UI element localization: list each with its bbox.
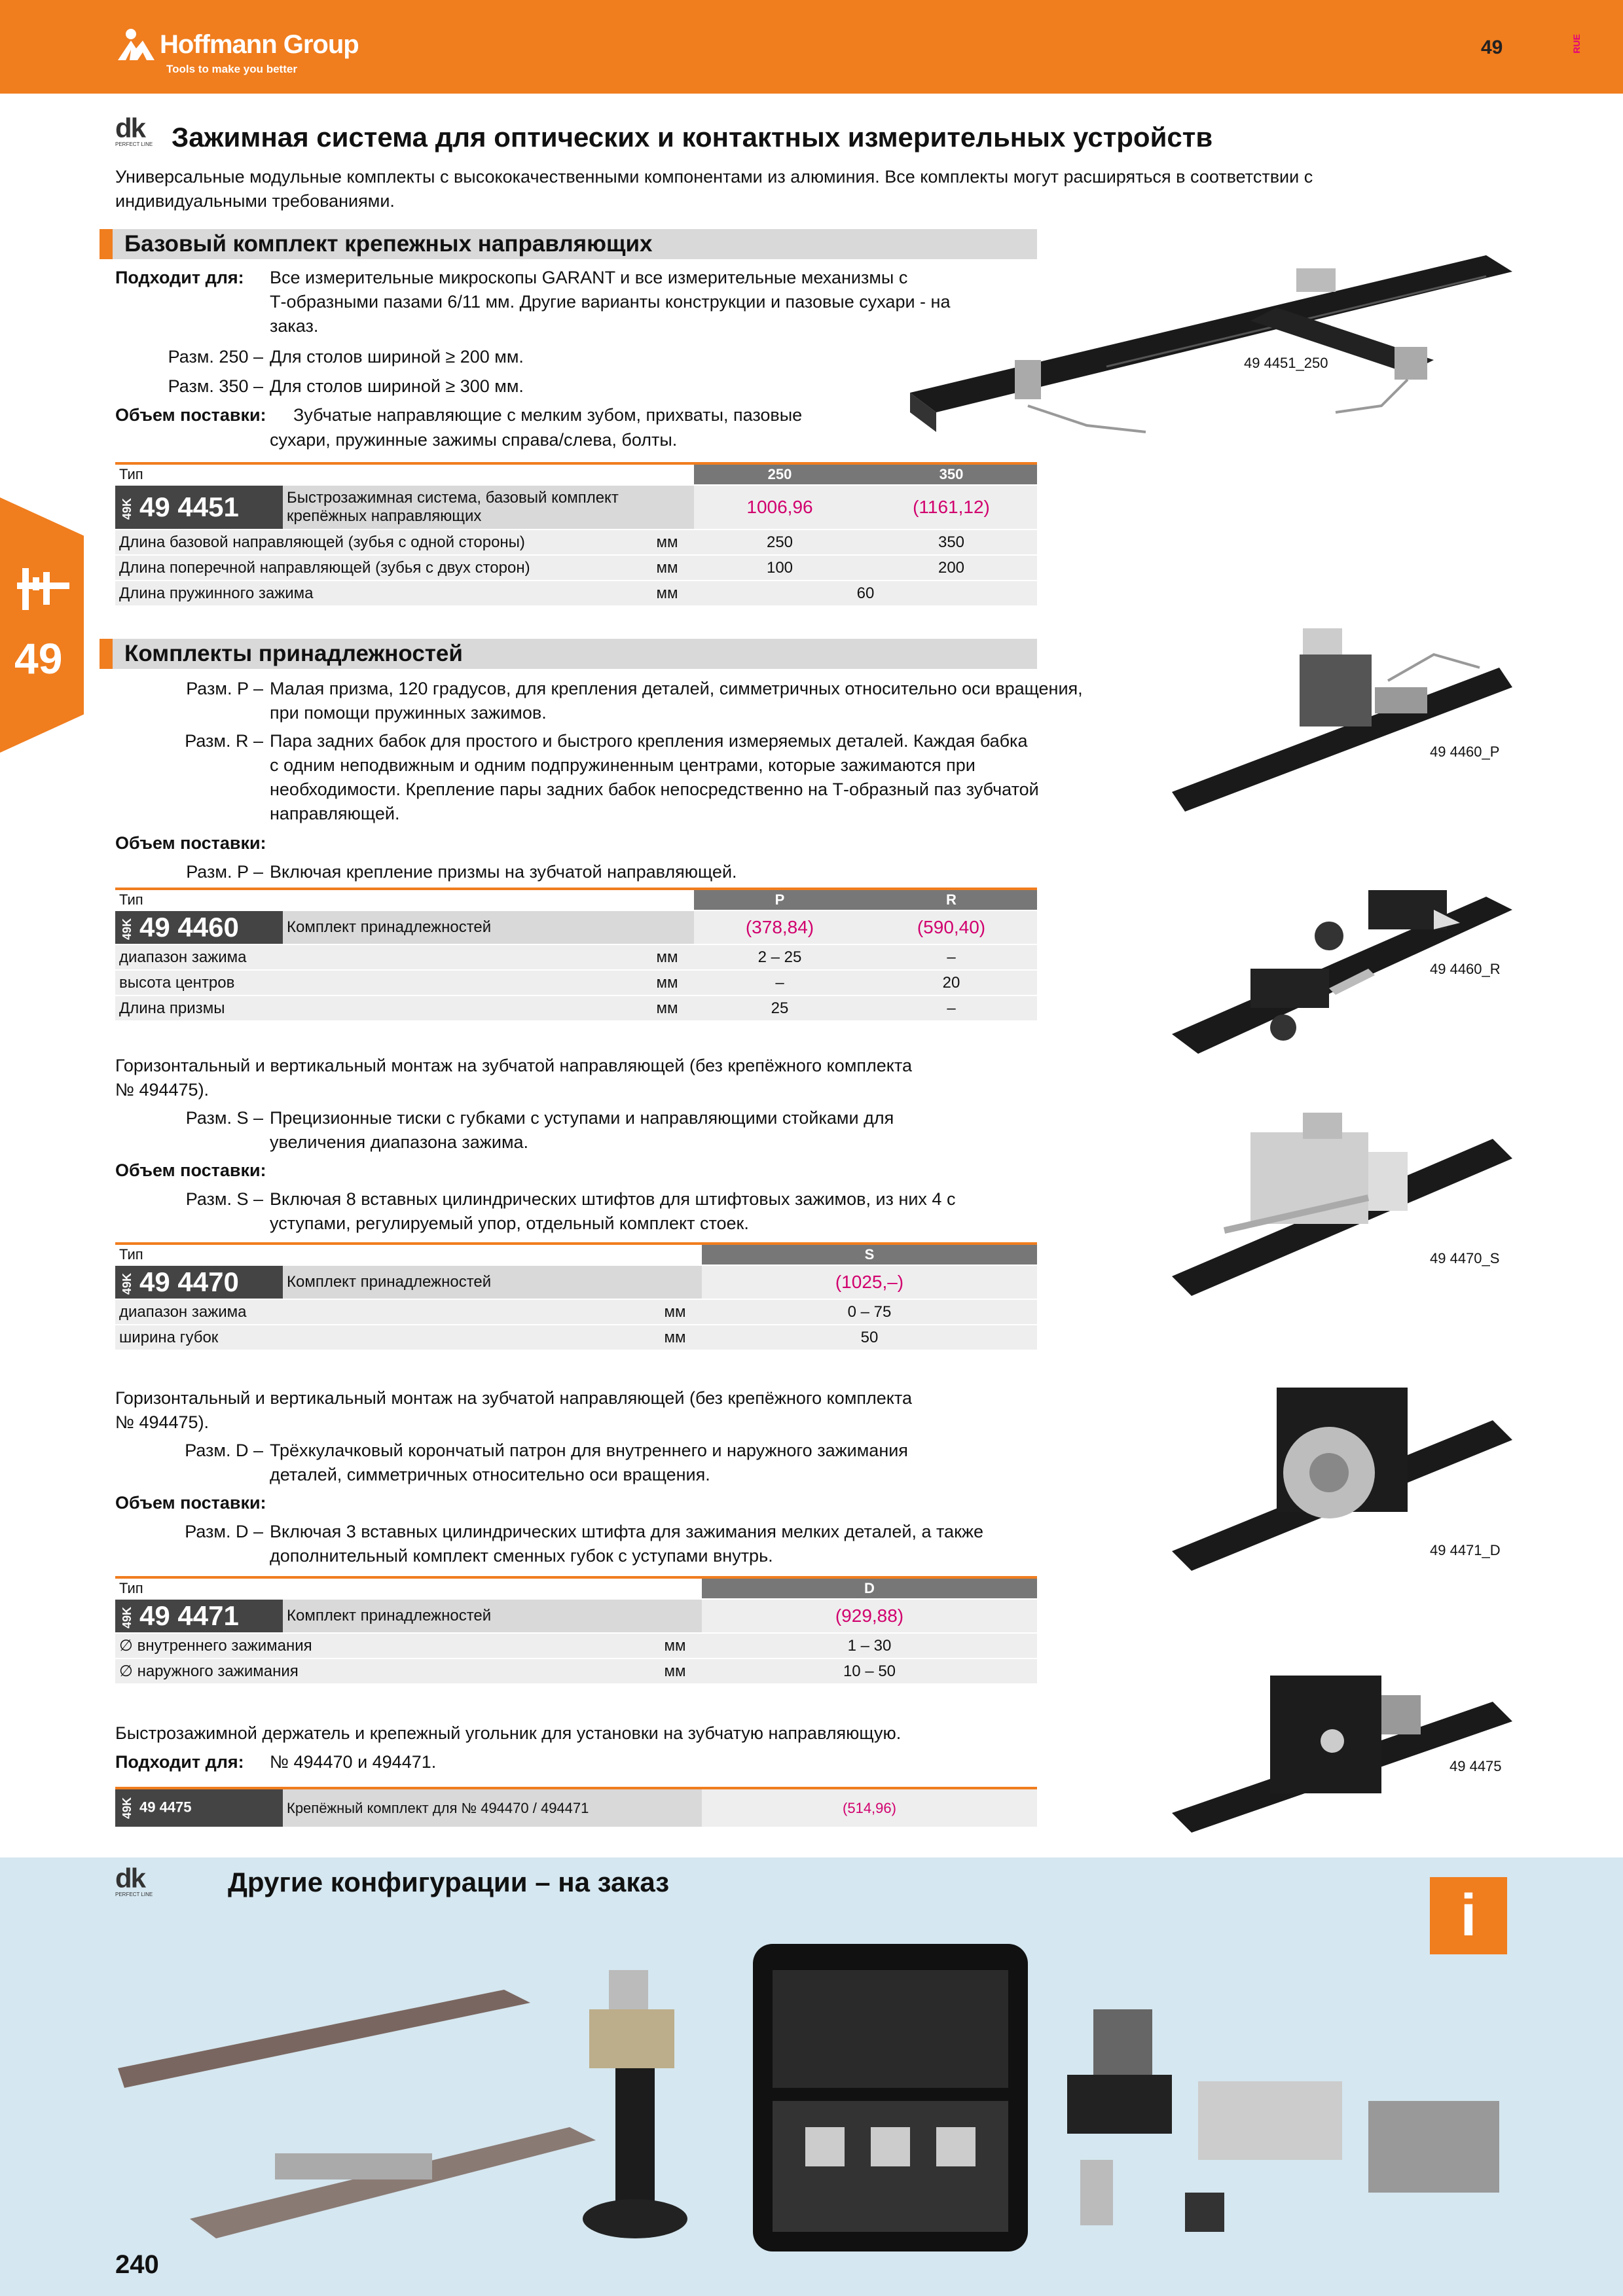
spec-table-494471 — [115, 1576, 1037, 1685]
size-text: с одним неподвижным и одним подпружиненным центрами, которые зажимаются при — [270, 755, 976, 775]
row-label: ширина губок — [115, 1325, 648, 1350]
scope-text: Включая крепление призмы на зубчатой направляющей. — [270, 862, 737, 882]
scope-text: Зубчатые направляющие с мелким зубом, прихваты, пазовые — [293, 405, 803, 425]
row-value: 1 – 30 — [702, 1633, 1037, 1659]
row-value: 250 — [694, 529, 866, 555]
fits-text: Т-образными пазами 6/11 мм. Другие варианты конструкции и пазовые сухари - на — [270, 292, 951, 312]
article-code: 49 4471 — [139, 1600, 239, 1631]
spec-table-494470 — [115, 1242, 1037, 1351]
col-header: 250 — [694, 463, 866, 485]
col-header: D — [702, 1577, 1037, 1599]
product-image-494460-p — [1172, 615, 1512, 825]
image-caption: 49 4460_R — [1430, 961, 1501, 977]
chapter-side-tab — [0, 497, 84, 753]
mount-text: Горизонтальный и вертикальный монтаж на зубчатой направляющей (без крепёжного комплекта — [115, 1388, 912, 1408]
dk-logo-tag: PERFECT LINE — [115, 141, 153, 147]
size-label: Разм. D – — [185, 1522, 263, 1541]
fits-label: Подходит для: — [115, 268, 244, 287]
size-text: Трёхкулачковый корончатый патрон для внутреннего и наружного зажимания — [270, 1441, 908, 1460]
table-row — [115, 1659, 1037, 1684]
article-description: Комплект принадлежностей — [283, 1599, 702, 1633]
product-image-494451 — [910, 242, 1512, 458]
article-number — [115, 485, 283, 529]
mount-text: № 494475). — [115, 1080, 210, 1100]
article-prefix: 49K — [120, 1273, 134, 1295]
row-value: 60 — [694, 581, 1037, 606]
row-unit: мм — [640, 555, 694, 581]
row-value: 10 – 50 — [702, 1659, 1037, 1684]
table-row — [115, 996, 1037, 1021]
page-number-top: 49 — [1481, 37, 1503, 58]
dk-logo-letters: dk — [115, 113, 145, 143]
size-text: Для столов шириной ≥ 300 мм. — [270, 376, 524, 396]
dk-logo — [115, 1865, 155, 1902]
product-image-494475 — [1172, 1662, 1512, 1839]
row-value: – — [694, 970, 866, 996]
fits-label: Подходит для: — [115, 1752, 244, 1772]
spec-table-494451 — [115, 462, 1037, 607]
row-unit: мм — [640, 970, 694, 996]
row-value: 25 — [694, 996, 866, 1021]
row-label: ∅ внутреннего зажимания — [115, 1633, 648, 1659]
row-value: – — [866, 944, 1037, 970]
scope-label: Объем поставки: — [115, 833, 266, 853]
fits-text: Все измерительные микроскопы GARANT и все измерительные механизмы с — [270, 268, 908, 287]
size-text: необходимости. Крепление пары задних бабок непосредственно на Т-образный паз зубчатой — [270, 780, 1039, 799]
col-header: S — [702, 1244, 1037, 1265]
image-caption: 49 4470_S — [1430, 1250, 1500, 1266]
holder-text: Быстрозажимной держатель и крепежный угольник для установки на зубчатую направляющую. — [115, 1723, 902, 1743]
custom-configurations-images — [111, 1931, 1539, 2258]
row-label: ∅ наружного зажимания — [115, 1659, 648, 1684]
spec-table-494460 — [115, 888, 1037, 1022]
row-unit: мм — [640, 944, 694, 970]
image-caption: 49 4471_D — [1430, 1542, 1501, 1558]
size-label: Разм. P – — [186, 862, 263, 882]
size-label: Разм. S – — [185, 1108, 263, 1128]
table-row — [115, 944, 1037, 970]
type-label: Тип — [115, 463, 694, 485]
table-row — [115, 1325, 1037, 1350]
article-number — [115, 1599, 283, 1633]
price: 1006,96 — [694, 485, 866, 529]
article-code: 49 4470 — [139, 1266, 239, 1297]
article-code: 49 4475 — [139, 1799, 192, 1816]
logo-text: Hoffmann Group — [160, 30, 359, 59]
page-title: Зажимная система для оптических и контактных измерительных устройств — [172, 122, 1213, 152]
row-value: 50 — [702, 1325, 1037, 1350]
table-row — [115, 1299, 1037, 1325]
intro-text: Универсальные модульные комплекты с высококачественными компонентами из алюминия. Все комплекты могут расширяться в соответствии с индивидуальными требованиями. — [115, 167, 1313, 211]
article-number — [115, 910, 283, 944]
table-row — [115, 970, 1037, 996]
size-text: деталей, симметричных относительно оси вращения. — [270, 1465, 710, 1484]
type-label: Тип — [115, 889, 694, 910]
section-heading-base-kit: Базовый комплект крепежных направляющих — [100, 229, 1037, 259]
fits-text: заказ. — [270, 316, 319, 336]
article-code: 49 4451 — [139, 492, 239, 522]
article-description: Быстрозажимная система, базовый комплект крепёжных направляющих — [283, 485, 694, 529]
article-number — [115, 1788, 283, 1827]
info-icon: i — [1430, 1877, 1507, 1954]
language-code: RUE — [1571, 34, 1582, 54]
article-prefix: 49K — [120, 918, 134, 941]
article-code: 49 4460 — [139, 912, 239, 942]
article-prefix: 49K — [120, 498, 134, 520]
dk-logo-letters: dk — [115, 1863, 145, 1893]
article-prefix: 49K — [120, 1607, 134, 1629]
price: (929,88) — [702, 1599, 1037, 1633]
row-label: диапазон зажима — [115, 944, 640, 970]
scope-text: Включая 3 вставных цилиндрических штифта для зажимания мелких деталей, а также — [270, 1522, 983, 1541]
mount-text: Горизонтальный и вертикальный монтаж на зубчатой направляющей (без крепёжного комплекта — [115, 1056, 912, 1075]
size-text: Малая призма, 120 градусов, для крепления деталей, симметричных относительно оси вращения, — [270, 679, 1083, 698]
table-row — [115, 581, 1037, 606]
row-unit: мм — [648, 1299, 702, 1325]
row-value: 0 – 75 — [702, 1299, 1037, 1325]
size-label: Разм. P – — [186, 679, 263, 698]
row-value: 2 – 25 — [694, 944, 866, 970]
chapter-number: 49 — [14, 634, 63, 683]
row-label: высота центров — [115, 970, 640, 996]
table-row — [115, 1633, 1037, 1659]
table-row — [115, 529, 1037, 555]
row-value: 100 — [694, 555, 866, 581]
hoffmann-logo-icon — [117, 27, 156, 62]
article-description: Комплект принадлежностей — [283, 1265, 702, 1299]
row-label: Длина призмы — [115, 996, 640, 1021]
scope-text: сухари, пружинные зажимы справа/слева, болты. — [270, 430, 678, 450]
row-value: – — [866, 996, 1037, 1021]
scope-text: уступами, регулируемый упор, отдельный комплект стоек. — [270, 1213, 749, 1233]
image-caption: 49 4460_P — [1430, 744, 1500, 760]
scope-label: Объем поставки: — [115, 1160, 266, 1180]
size-label: Разм. 350 – — [168, 376, 263, 396]
scope-label: Объем поставки: — [115, 405, 266, 425]
product-image-494470-s — [1172, 1100, 1512, 1302]
row-label: Длина поперечной направляющей (зубья с двух сторон) — [115, 555, 640, 581]
row-value: 20 — [866, 970, 1037, 996]
size-text: направляющей. — [270, 804, 400, 823]
row-unit: мм — [640, 529, 694, 555]
size-text: Пара задних бабок для простого и быстрого крепления измеряемых деталей. Каждая бабка — [270, 731, 1028, 751]
section-heading-accessories: Комплекты принадлежностей — [100, 639, 1037, 669]
row-unit: мм — [648, 1659, 702, 1684]
product-image-494471-d — [1172, 1374, 1512, 1571]
fits-text: № 494470 и 494471. — [270, 1752, 437, 1772]
article-prefix: 49K — [120, 1797, 134, 1820]
row-label: диапазон зажима — [115, 1299, 648, 1325]
size-text: Прецизионные тиски с губками с уступами и направляющими стойками для — [270, 1108, 894, 1128]
article-description: Комплект принадлежностей — [283, 910, 694, 944]
price: (1025,–) — [702, 1265, 1037, 1299]
table-row — [115, 555, 1037, 581]
size-text: Для столов шириной ≥ 200 мм. — [270, 347, 524, 367]
logo-tagline: Tools to make you better — [166, 63, 297, 75]
image-caption: 49 4475 — [1450, 1758, 1502, 1774]
other-configurations-title: Другие конфигурации – на заказ — [228, 1867, 670, 1897]
image-caption: 49 4451_250 — [1244, 355, 1328, 371]
page-number-bottom: 240 — [115, 2250, 159, 2279]
scope-text: дополнительный комплект сменных губок с уступами внутрь. — [270, 1546, 773, 1566]
article-description: Крепёжный комплект для № 494470 / 494471 — [283, 1788, 702, 1827]
size-text: увеличения диапазона зажима. — [270, 1132, 529, 1152]
size-label: Разм. S – — [185, 1189, 263, 1209]
dk-logo-tag: PERFECT LINE — [115, 1892, 153, 1897]
dk-logo — [115, 115, 155, 152]
row-value: 200 — [866, 555, 1037, 581]
price: (590,40) — [866, 910, 1037, 944]
spec-table-494475 — [115, 1787, 1037, 1828]
size-label: Разм. R – — [185, 731, 263, 751]
col-header: 350 — [866, 463, 1037, 485]
row-value: 350 — [866, 529, 1037, 555]
size-label: Разм. D – — [185, 1441, 263, 1460]
article-number — [115, 1265, 283, 1299]
mount-text: № 494475). — [115, 1412, 210, 1432]
scope-label: Объем поставки: — [115, 1493, 266, 1513]
price: (378,84) — [694, 910, 866, 944]
row-unit: мм — [648, 1633, 702, 1659]
type-label: Тип — [115, 1577, 702, 1599]
row-label: Длина базовой направляющей (зубья с одной стороны) — [115, 529, 640, 555]
scope-text: Включая 8 вставных цилиндрических штифтов для штифтовых зажимов, из них 4 с — [270, 1189, 956, 1209]
row-unit: мм — [648, 1325, 702, 1350]
price: (1161,12) — [866, 485, 1037, 529]
col-header: R — [866, 889, 1037, 910]
row-label: Длина пружинного зажима — [115, 581, 640, 606]
size-label: Разм. 250 – — [168, 347, 263, 367]
size-text: при помощи пружинных зажимов. — [270, 703, 547, 723]
row-unit: мм — [640, 996, 694, 1021]
row-unit: мм — [640, 581, 694, 606]
caliper-icon — [14, 563, 72, 615]
col-header: P — [694, 889, 866, 910]
type-label: Тип — [115, 1244, 702, 1265]
price: (514,96) — [702, 1788, 1037, 1827]
